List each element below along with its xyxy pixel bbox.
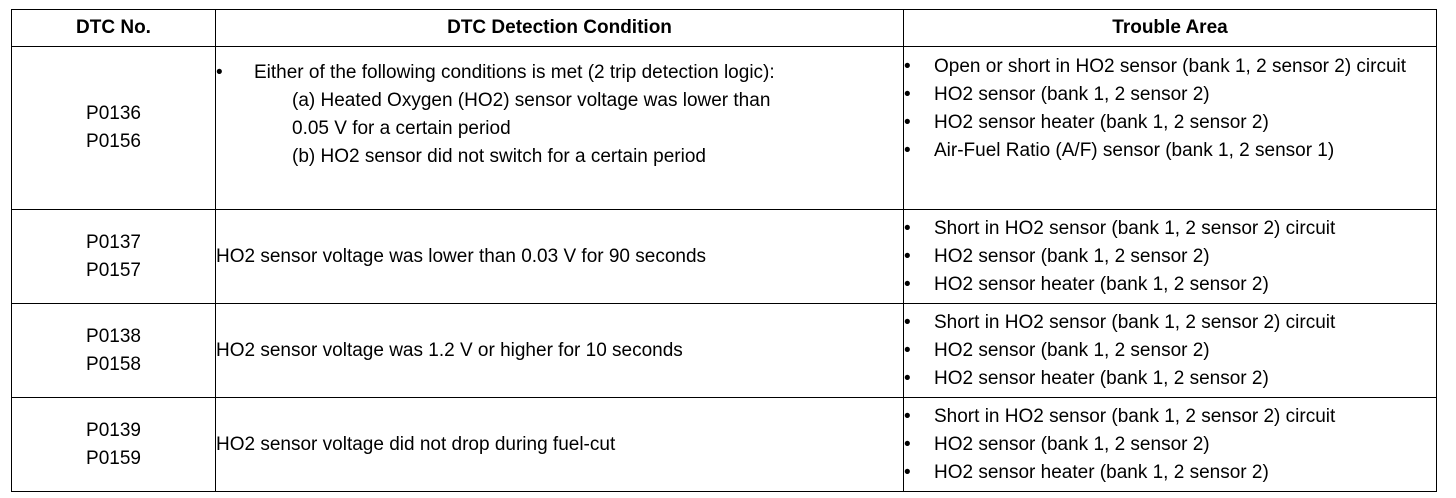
trouble-item: [904, 431, 1436, 459]
condition-sub-a-line2: 0.05 V for a certain period: [292, 118, 511, 139]
bullet-icon: •: [904, 245, 911, 267]
bullet-icon: •: [904, 405, 911, 427]
trouble-item-text: HO2 sensor (bank 1, 2 sensor 2): [934, 339, 1210, 361]
trouble-item: [904, 459, 1436, 487]
dtc-code: P0157: [86, 259, 141, 281]
detection-condition-cell: HO2 sensor voltage did not drop during fuel-cut: [216, 398, 904, 492]
trouble-item-text: Short in HO2 sensor (bank 1, 2 sensor 2) circuit: [934, 405, 1336, 427]
trouble-area-cell: [904, 210, 1437, 304]
trouble-item: [904, 109, 1436, 137]
header-dtc-no: DTC No.: [12, 10, 216, 47]
dtc-code-cell: [12, 304, 216, 398]
bullet-icon: •: [904, 461, 911, 483]
bullet-icon: •: [904, 311, 911, 333]
table-row: [12, 304, 1437, 398]
dtc-code: P0138: [86, 325, 141, 347]
trouble-item-text: HO2 sensor (bank 1, 2 sensor 2): [934, 245, 1210, 267]
trouble-item-text: Short in HO2 sensor (bank 1, 2 sensor 2) circuit: [934, 311, 1336, 333]
dtc-table: [11, 9, 1437, 492]
header-trouble-area: Trouble Area: [904, 10, 1437, 47]
trouble-item-text: HO2 sensor heater (bank 1, 2 sensor 2): [934, 367, 1269, 389]
bullet-icon: •: [904, 217, 911, 239]
trouble-area-cell: [904, 47, 1437, 210]
trouble-item: [904, 309, 1436, 337]
detection-condition-cell: HO2 sensor voltage was 1.2 V or higher for 10 seconds: [216, 304, 904, 398]
dtc-code-cell: [12, 47, 216, 210]
trouble-item-text: HO2 sensor heater (bank 1, 2 sensor 2): [934, 461, 1269, 483]
table-row: [12, 47, 1437, 210]
trouble-item-text: Air-Fuel Ratio (A/F) sensor (bank 1, 2 sensor 1): [934, 140, 1335, 161]
bullet-icon: •: [216, 62, 223, 83]
trouble-item-text: HO2 sensor heater (bank 1, 2 sensor 2): [934, 273, 1269, 295]
trouble-item: [904, 271, 1436, 299]
dtc-code: P0156: [86, 131, 141, 152]
trouble-area-cell: [904, 398, 1437, 492]
trouble-item-text: HO2 sensor (bank 1, 2 sensor 2): [934, 84, 1210, 105]
detection-condition-cell: [216, 47, 904, 210]
trouble-item: [904, 365, 1436, 393]
trouble-item: [904, 243, 1436, 271]
table-row: [12, 210, 1437, 304]
detection-condition-cell: HO2 sensor voltage was lower than 0.03 V for 90 seconds: [216, 210, 904, 304]
bullet-icon: •: [904, 112, 911, 133]
dtc-code: P0158: [86, 353, 141, 375]
condition-sub-a: [216, 87, 903, 143]
condition-sub-a-line1: (a) Heated Oxygen (HO2) sensor voltage was lower than: [292, 90, 771, 111]
dtc-code: P0139: [86, 419, 141, 441]
condition-sub-b: [216, 143, 903, 171]
bullet-icon: •: [904, 140, 911, 161]
trouble-item: [904, 215, 1436, 243]
dtc-code: P0137: [86, 231, 141, 253]
trouble-item: [904, 137, 1436, 165]
trouble-item-text: HO2 sensor heater (bank 1, 2 sensor 2): [934, 112, 1269, 133]
trouble-area-cell: [904, 304, 1437, 398]
bullet-icon: •: [904, 339, 911, 361]
bullet-icon: •: [904, 56, 911, 77]
bullet-icon: •: [904, 84, 911, 105]
header-row: [12, 10, 1437, 47]
trouble-item-text: Short in HO2 sensor (bank 1, 2 sensor 2) circuit: [934, 217, 1336, 239]
dtc-code-cell: [12, 210, 216, 304]
condition-intro: Either of the following conditions is met (2 trip detection logic):: [254, 62, 775, 83]
dtc-code: P0159: [86, 447, 141, 469]
bullet-icon: •: [904, 367, 911, 389]
header-detection-condition: DTC Detection Condition: [216, 10, 904, 47]
trouble-item: [904, 337, 1436, 365]
trouble-item: [904, 81, 1436, 109]
bullet-icon: •: [904, 433, 911, 455]
condition-bullet-item: [216, 59, 903, 87]
trouble-item: [904, 403, 1436, 431]
trouble-item-text: HO2 sensor (bank 1, 2 sensor 2): [934, 433, 1210, 455]
trouble-item-text: Open or short in HO2 sensor (bank 1, 2 sensor 2) circuit: [934, 56, 1407, 77]
trouble-item: [904, 53, 1436, 81]
condition-sub-b-text: (b) HO2 sensor did not switch for a certain period: [292, 146, 706, 167]
table-row: [12, 398, 1437, 492]
bullet-icon: •: [904, 273, 911, 295]
dtc-code-cell: [12, 398, 216, 492]
dtc-code: P0136: [86, 103, 141, 124]
